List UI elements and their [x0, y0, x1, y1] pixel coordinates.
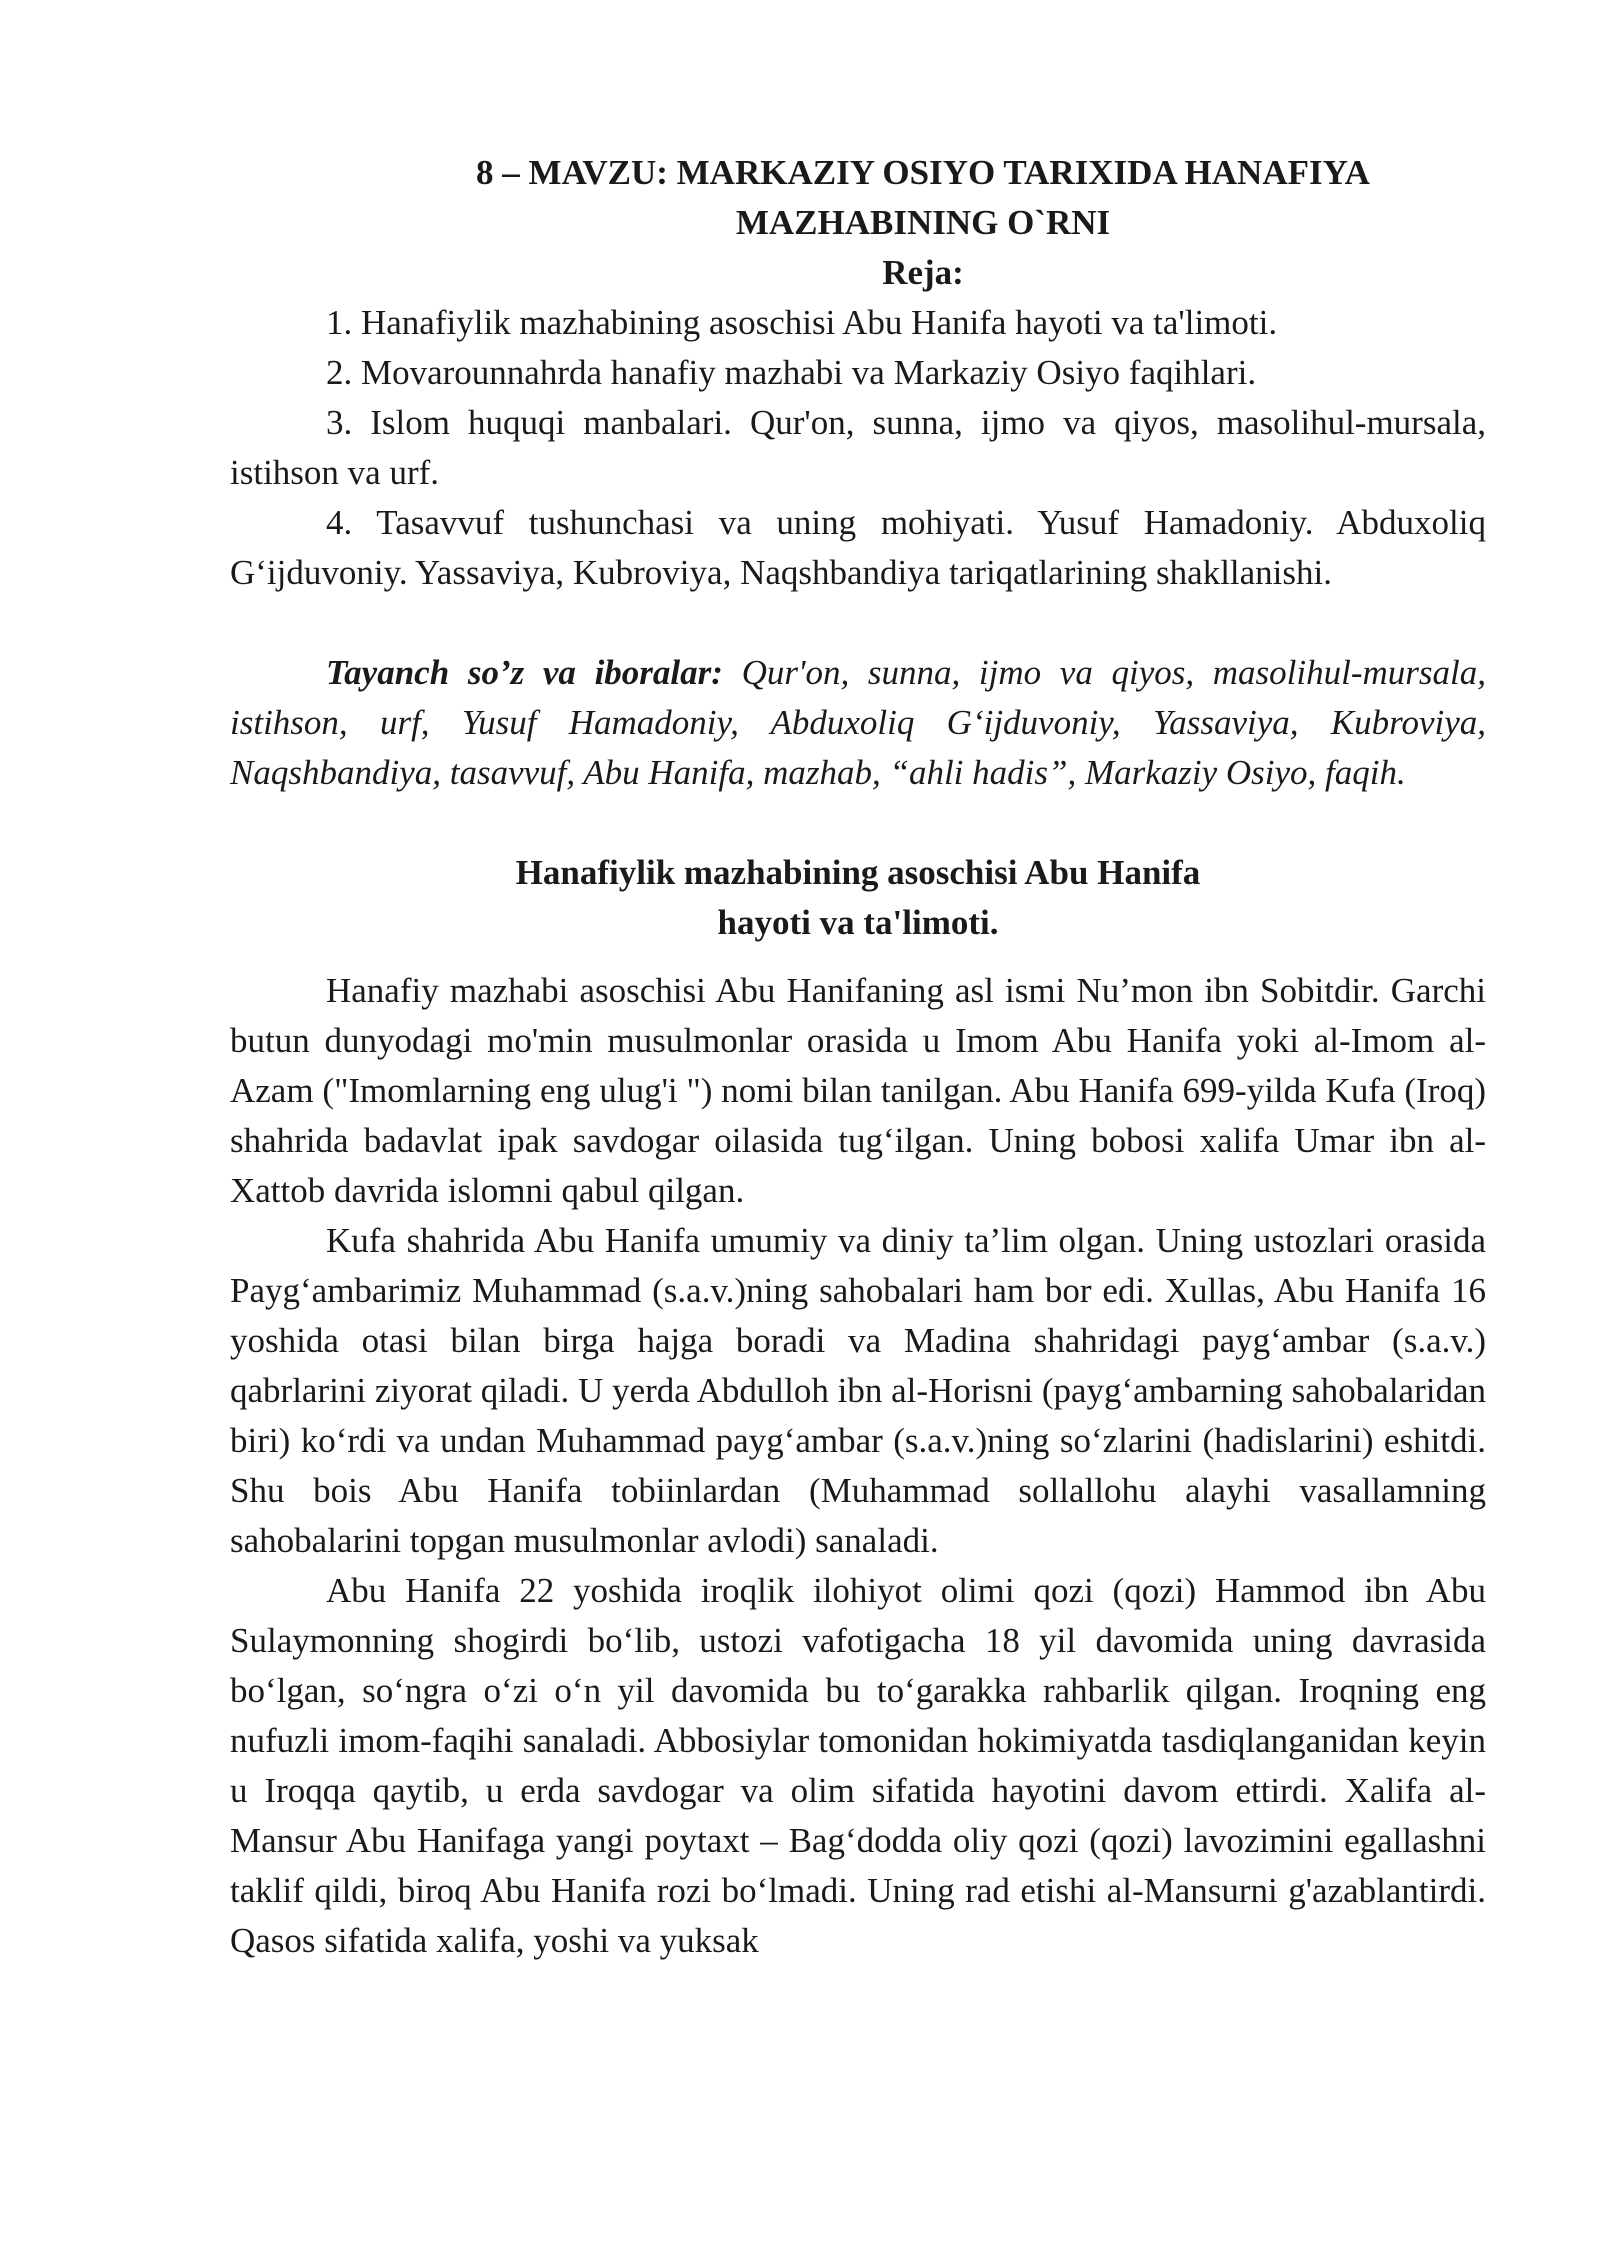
keywords-paragraph: [230, 648, 1486, 798]
plan-item-1: 1. Hanafiylik mazhabining asoschisi Abu Hanifa hayoti va ta'limoti.: [326, 303, 1278, 342]
plan-list: [230, 298, 1486, 598]
document-page: [230, 148, 1486, 1966]
plan-item-2: 2. Movarounnahrda hanafiy mazhabi va Markaziy Osiyo faqihlari.: [326, 353, 1257, 392]
plan-item-4: 4. Tasavvuf tushunchasi va uning mohiyati. Yusuf Hamadoniy. Abduxoliq G‘ijduvoniy. Yassaviya, Kubroviya, Naqshbandiya tariqatlarining shakllanishi.: [230, 503, 1486, 592]
topic-title-line-1: 8 – MAVZU: MARKAZIY OSIYO TARIXIDA HANAFIYA: [476, 153, 1370, 192]
body-paragraph-3: Abu Hanifa 22 yoshida iroqlik ilohiyot olimi qozi (qozi) Hammod ibn Abu Sulaymonning shogirdi bo‘lib, ustozi vafotigacha 18 yil davomida uning davrasida bo‘lgan, so‘ngra o‘zi o‘n yil davomida bu to‘garakka rahbarlik qilgan. Iroqning eng nufuzli imom-faqihi sanaladi. Abbosiylar tomonidan hokimiyatda tasdiqlanganidan keyin u Iroqqa qaytib, u erda savdogar va olim sifatida hayotini davom ettirdi. Xalifa al-Mansur Abu Hanifaga yangi poytaxt – Bag‘dodda oliy qozi (qozi) lavozimini egallashni taklif qildi, biroq Abu Hanifa rozi bo‘lmadi. Uning rad etishi al-Mansurni g'azablantirdi. Qasos sifatida xalifa, yoshi va yuksak: [230, 1571, 1486, 1960]
body-paragraph-1: Hanafiy mazhabi asoschisi Abu Hanifaning asl ismi Nu’mon ibn Sobitdir. Garchi butun dunyodagi mo'min musulmonlar orasida u Imom Abu Hanifa yoki al-Imom al-Azam ("Imomlarning eng ulug'i ") nomi bilan tanilgan. Abu Hanifa 699-yilda Kufa (Iroq) shahrida badavlat ipak savdogar oilasida tug‘ilgan. Uning bobosi xalifa Umar ibn al-Xattob davrida islomni qabul qilgan.: [230, 971, 1486, 1210]
topic-title: [230, 148, 1486, 248]
plan-item-3: 3. Islom huquqi manbalari. Qur'on, sunna, ijmo va qiyos, masolihul-mursala, istihson va urf.: [230, 403, 1486, 492]
section-title: [230, 848, 1486, 948]
plan-heading: Reja:: [882, 253, 964, 292]
keywords-text: Qur'on, sunna, ijmo va qiyos, masolihul-mursala, istihson, urf, Yusuf Hamadoniy, Abduxoliq G‘ijduvoniy, Yassaviya, Kubroviya, Naqshbandiya, tasavvuf, Abu Hanifa, mazhab, “ahli hadis”, Markaziy Osiyo, faqih.: [230, 653, 1486, 792]
body-paragraph-2: Kufa shahrida Abu Hanifa umumiy va diniy ta’lim olgan. Uning ustozlari orasida Payg‘ambarimiz Muhammad (s.a.v.)ning sahobalari ham bor edi. Xullas, Abu Hanifa 16 yoshida otasi bilan birga hajga boradi va Madina shahridagi payg‘ambar (s.a.v.) qabrlarini ziyorat qiladi. U yerda Abdulloh ibn al-Horisni (payg‘ambarning sahobalaridan biri) ko‘rdi va undan Muhammad payg‘ambar (s.a.v.)ning so‘zlarini (hadislarini) eshitdi. Shu bois Abu Hanifa tobiinlardan (Muhammad sollallohu alayhi vasallamning sahobalarini topgan musulmonlar avlodi) sanaladi.: [230, 1221, 1486, 1560]
section-title-line-1: Hanafiylik mazhabining asoschisi Abu Hanifa: [515, 853, 1201, 892]
keywords-label: Tayanch so’z va iboralar:: [326, 653, 723, 692]
section-title-line-2: hayoti va ta'limoti.: [717, 903, 999, 942]
topic-title-line-2: MAZHABINING O`RNI: [735, 203, 1111, 242]
